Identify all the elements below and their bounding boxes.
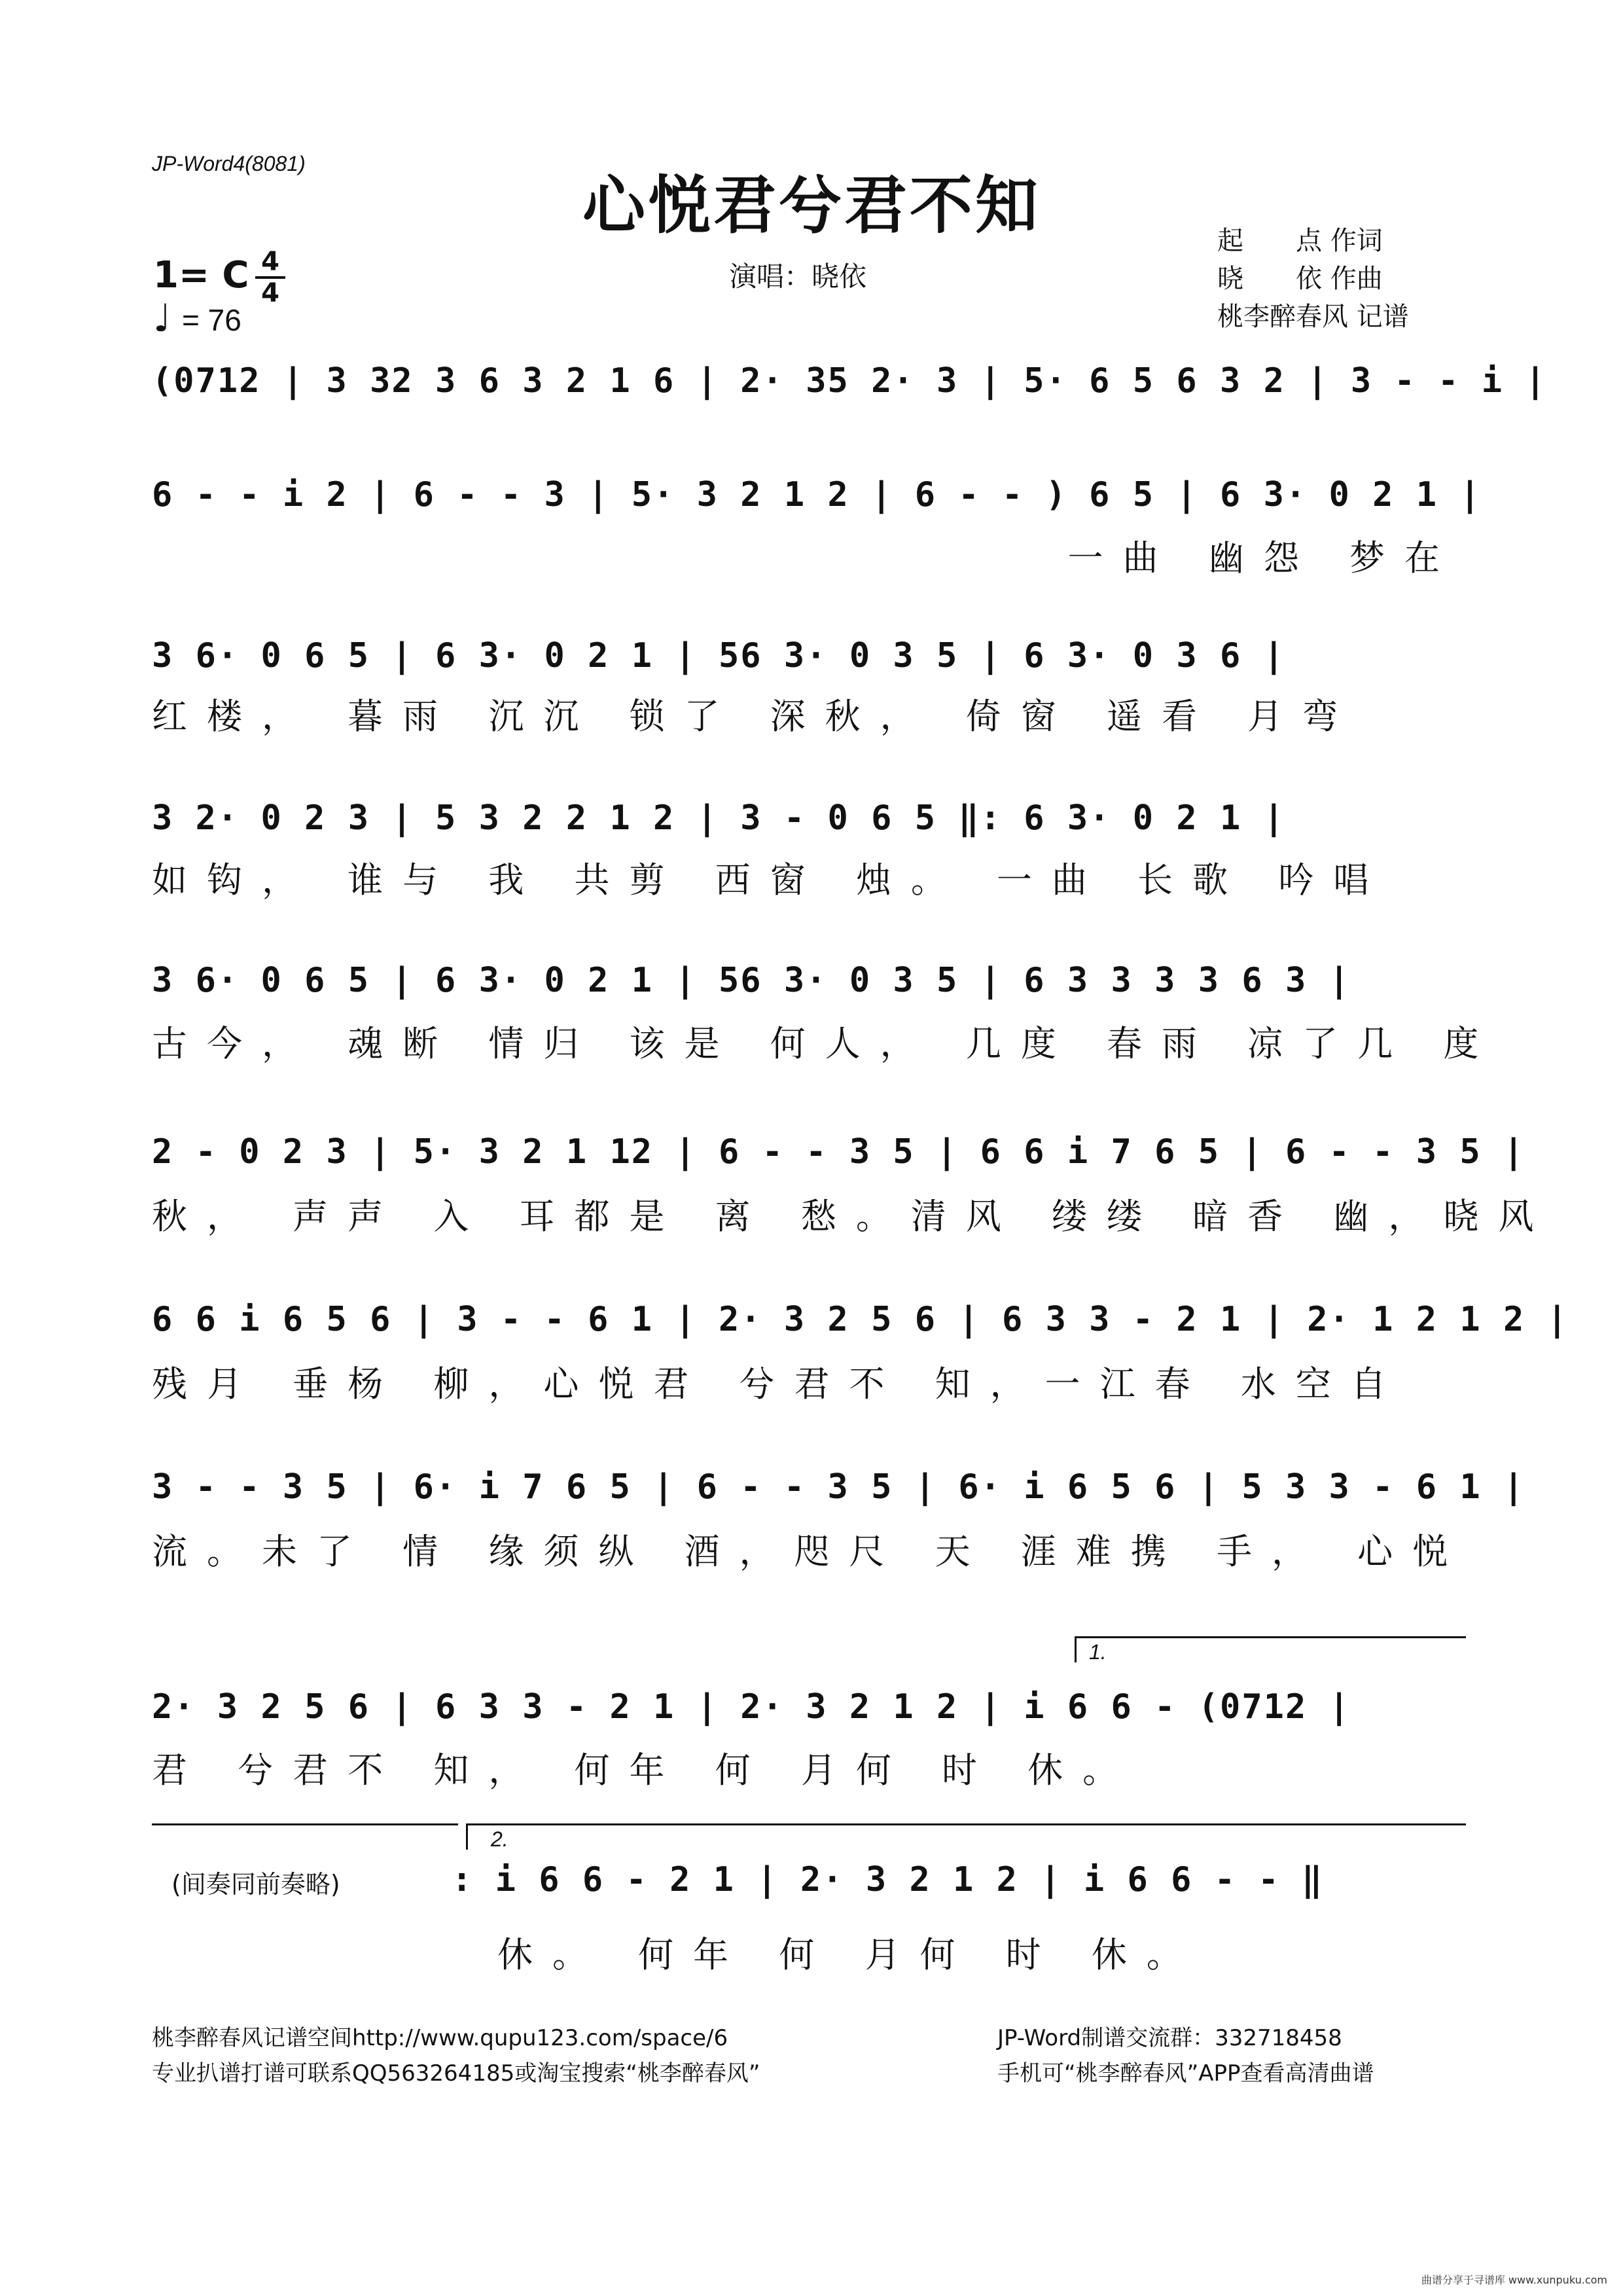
score-row-10: : i 6 6 - 2 1 | 2· 3 2 1 2 | i 6 6 - - ‖ xyxy=(452,1860,1324,1899)
lyrics-row-7: 残月 垂杨 柳，心悦君 兮君不 知，一江春 水空自 xyxy=(152,1363,1406,1405)
time-top: 4 xyxy=(261,247,279,277)
score-row-9: 2· 3 2 5 6 | 6 3 3 - 2 1 | 2· 3 2 1 2 | i 6 6 - (0712 | xyxy=(152,1687,1351,1727)
credit-role: 作词 xyxy=(1330,226,1383,256)
score-row-7: 6 6 i 6 5 6 | 3 - - 6 1 | 2· 3 2 5 6 | 6 3 3 - 2 1 | 2· 1 2 1 2 | xyxy=(152,1300,1569,1339)
score-row-4: 3 2· 0 2 3 | 5 3 2 2 1 2 | 3 - 0 6 5 ‖: 6 3· 0 2 1 | xyxy=(152,798,1285,838)
key-signature: 1= C xyxy=(153,254,249,296)
lyrics-row-3: 红楼， 暮雨 沉沉 锁了 深秋， 倚窗 遥看 月弯 xyxy=(152,696,1358,737)
system-line xyxy=(152,1823,458,1825)
volta-2-tick xyxy=(466,1823,468,1850)
volta-1-tick xyxy=(1075,1636,1077,1662)
score-row-5: 3 6· 0 6 5 | 6 3· 0 2 1 | 56 3· 0 3 5 | 6 3 3 3 3 6 3 | xyxy=(152,961,1351,1000)
lyrics-row-8: 流。未了 情 缘须纵 酒，咫尺 天 涯难携 手， 心悦 xyxy=(152,1531,1468,1572)
watermark: 曲谱分享于寻谱库 www.xunpuku.com xyxy=(1421,2274,1607,2286)
time-signature xyxy=(255,249,285,306)
lyrics-row-2: 一曲 幽怨 梦在 xyxy=(1067,537,1459,579)
singer: 演唱：晓依 xyxy=(729,260,867,293)
footer-right-line-2: 手机可“桃李醉春风”APP查看高清曲谱 xyxy=(997,2060,1374,2087)
score-row-2: 6 - - i 2 | 6 - - 3 | 5· 3 2 1 2 | 6 - - ) 6 5 | 6 3· 0 2 1 | xyxy=(152,475,1482,514)
lyrics-row-5: 古今， 魂断 情归 该是 何人， 几度 春雨 凉了几 度 xyxy=(152,1023,1499,1064)
footer-left-line-1: 桃李醉春风记谱空间http://www.qupu123.com/space/6 xyxy=(152,2025,728,2051)
page-title: 心悦君兮君不知 xyxy=(582,168,1041,242)
lyrics-row-9: 君 兮君不 知， 何年 何 月何 时 休。 xyxy=(152,1749,1138,1791)
credit-name: 桃李醉春风 xyxy=(1217,302,1348,332)
credit-name: 起 点 xyxy=(1217,226,1322,256)
volta-1-label: 1. xyxy=(1089,1640,1107,1664)
credit-role: 记谱 xyxy=(1356,302,1409,332)
score-row-8: 3 - - 3 5 | 6· i 7 6 5 | 6 - - 3 5 | 6· i 6 5 6 | 5 3 3 - 6 1 | xyxy=(152,1467,1525,1507)
credit-composer xyxy=(1217,258,1383,295)
credit-transcriber xyxy=(1217,296,1409,333)
score-row-3: 3 6· 0 6 5 | 6 3· 0 2 1 | 56 3· 0 3 5 | 6 3· 0 3 6 | xyxy=(152,636,1285,675)
footer-right-line-1: JP-Word制谱交流群：332718458 xyxy=(997,2025,1342,2051)
tempo: = 76 xyxy=(182,303,241,337)
credit-lyricist xyxy=(1217,220,1383,257)
score-row-1: (0712 | 3 32 3 6 3 2 1 6 | 2· 35 2· 3 | 5· 6 5 6 3 2 | 3 - - i | xyxy=(152,361,1547,401)
volta-1-bracket xyxy=(1075,1636,1466,1638)
lyrics-row-4: 如钩， 谁与 我 共剪 西窗 烛。 一曲 长歌 吟唱 xyxy=(152,859,1389,901)
credit-name: 晓 依 xyxy=(1217,264,1322,294)
time-bottom: 4 xyxy=(261,278,279,308)
lyrics-row-6: 秋， 声声 入 耳都是 离 愁。清风 缕缕 暗香 幽，晓风 xyxy=(152,1196,1554,1237)
credit-role: 作曲 xyxy=(1330,264,1383,294)
interlude-note: (间奏同前奏略) xyxy=(171,1870,340,1899)
score-row-6: 2 - 0 2 3 | 5· 3 2 1 12 | 6 - - 3 5 | 6 6 i 7 6 5 | 6 - - 3 5 | xyxy=(152,1132,1525,1172)
source-tag: JP-Word4(8081) xyxy=(152,152,306,175)
volta-2-label: 2. xyxy=(491,1827,508,1851)
volta-2-bracket xyxy=(466,1823,1466,1825)
footer-left-line-2: 专业扒谱打谱可联系QQ563264185或淘宝搜索“桃李醉春风” xyxy=(152,2060,760,2087)
quarter-note-icon: ♩ xyxy=(153,296,171,340)
lyrics-row-10: 休。 何年 何 月何 时 休。 xyxy=(497,1934,1202,1975)
